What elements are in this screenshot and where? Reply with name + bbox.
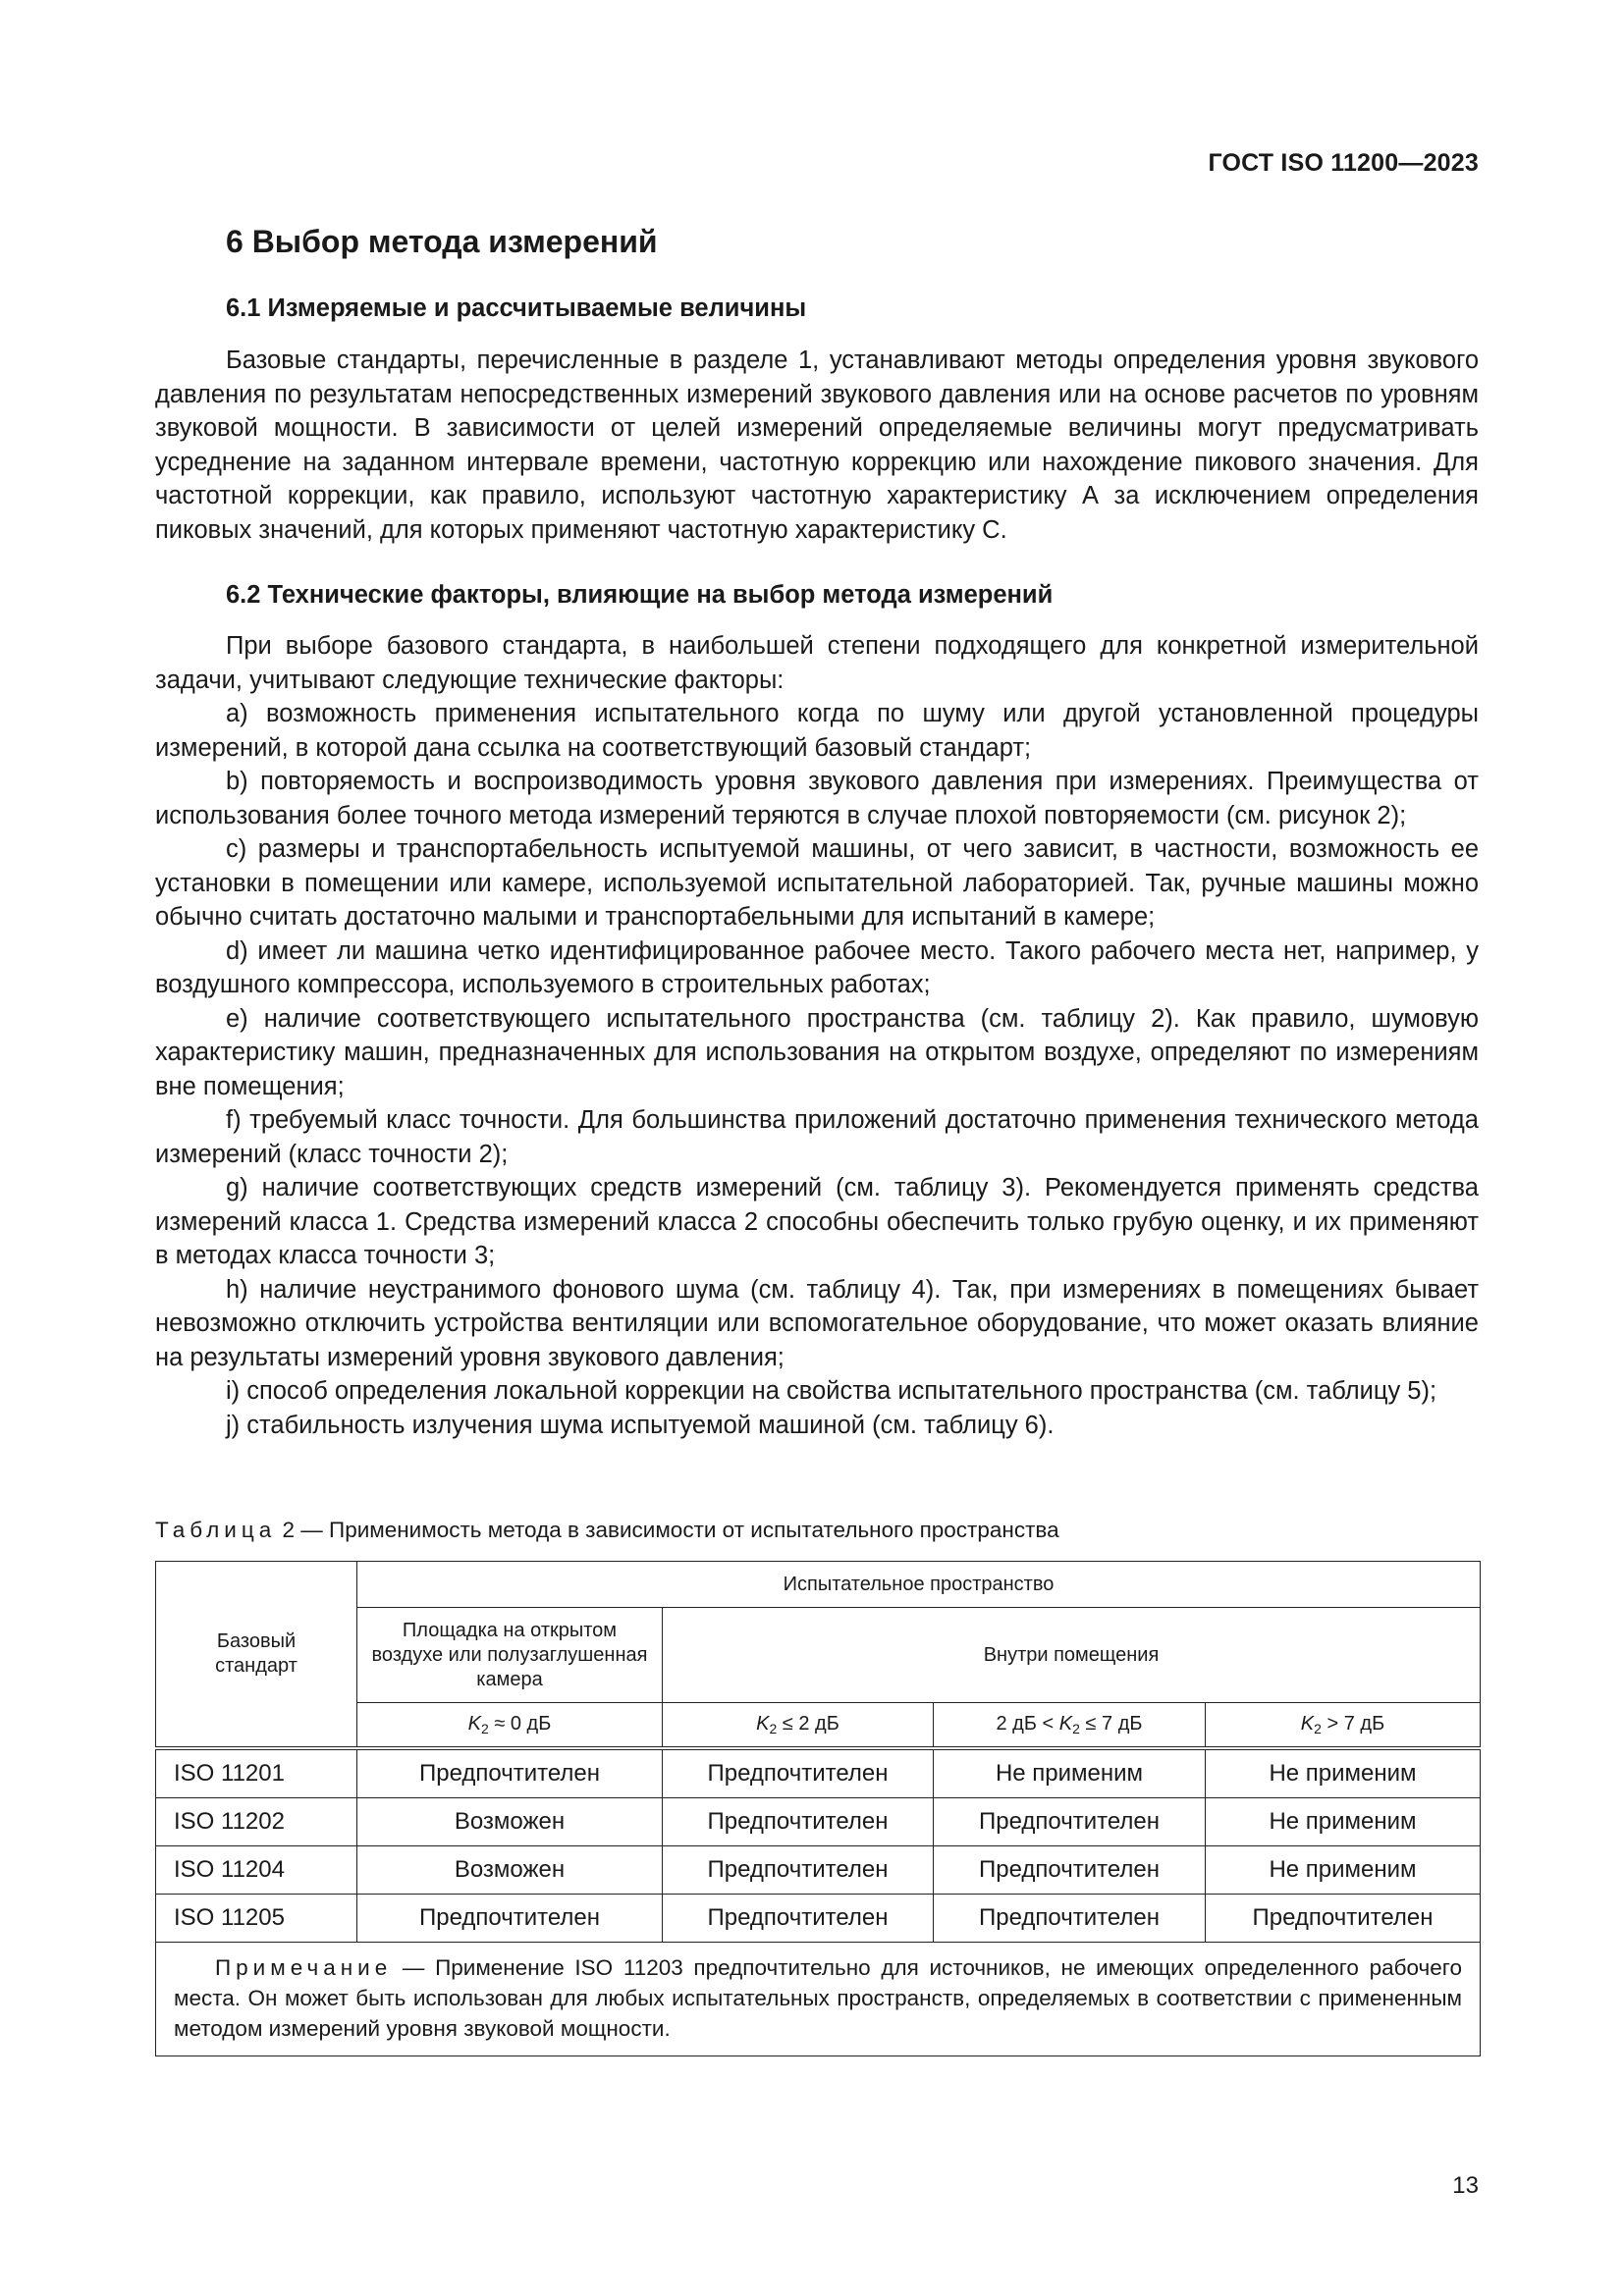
list-item: g) наличие соответствующих средств измерений (см. таблицу 3). Рекомендуется применять средства измерений класса 1. Средства измерений класса 2 способны обеспечить только грубую оценку, и их применяют в методах класса точности 3; [155,1174,1479,1269]
document-id: ГОСТ ISO 11200—2023 [1208,149,1479,177]
header-k2-cond-2: $K_2 \le 2$ дБ [663,1703,934,1749]
header-test-space: Испытательное пространство [357,1562,1481,1608]
cell-value: Предпочтителен [1206,1895,1481,1943]
cell-value: Не применим [934,1748,1206,1798]
paragraph: Базовые стандарты, перечисленные в разделе 1, устанавливают методы определения уровня звукового давления по результатам непосредственных измерений звукового давления или на основе расчетов по уровням звуковой мощности. В зависимости от целей измерений определяемые величины могут предусматривать усреднение на заданном интервале времени, частотную коррекцию или нахождение пикового значения. Для частотной коррекции, как правило, используют частотную характеристику А за исключением определения пиковых значений, для которых применяют частотную характеристику С. [155,347,1479,544]
cell-value: Возможен [357,1846,663,1895]
subsection-6-1-title: 6.1 Измеряемые и рассчитываемые величины [226,294,807,322]
cell-value: Не применим [1206,1748,1481,1798]
cell-value: Предпочтителен [663,1798,934,1846]
list-item: a) возможность применения испытательного когда по шуму или другой установленной процедуры измерений, в которой дана ссылка на соответствующий базовый стандарт; [155,700,1479,762]
table-note [156,1943,1481,2056]
cell-value: Предпочтителен [357,1748,663,1798]
list-item: c) размеры и транспортабельность испытуемой машины, от чего зависит, в частности, возможность ее установки в помещении или камере, используемой испытательной лабораторией. Так, ручные машины можно обычно считать достаточно малыми и транспортабельными для испытаний в камере; [155,835,1479,931]
cell-value: Предпочтителен [934,1895,1206,1943]
cell-value: Предпочтителен [663,1895,934,1943]
cell-standard: ISO 11204 [156,1846,357,1895]
cell-standard: ISO 11202 [156,1798,357,1846]
subsection-6-2-title: 6.2 Технические факторы, влияющие на выбор метода измерений [226,581,1054,609]
header-k2-cond-1: $K_2 \approx 0$ дБ [357,1703,663,1749]
cell-standard: ISO 11201 [156,1748,357,1798]
cell-standard: ISO 11205 [156,1895,357,1943]
paragraph: При выборе базового стандарта, в наибольшей степени подходящего для конкретной измерительной задачи, учитывают следующие технические факторы: [155,632,1479,694]
applicability-table [155,1561,1481,2056]
list-item: f) требуемый класс точности. Для большинства приложений достаточно применения технического метода измерений (класс точности 2); [155,1106,1479,1168]
section-title: 6 Выбор метода измерений [226,224,658,259]
header-indoor: Внутри помещения [663,1608,1481,1703]
list-item: e) наличие соответствующего испытательного пространства (см. таблицу 2). Как правило, шумовую характеристику машин, предназначенных для использования на открытом воздухе, определяют по измерениям вне помещения; [155,1004,1479,1100]
table-caption-text: 2 — Применимость метода в зависимости от испытательного пространства [282,1518,1059,1542]
cell-value: Не применим [1206,1846,1481,1895]
cell-value: Предпочтителен [934,1798,1206,1846]
cell-value: Предпочтителен [934,1846,1206,1895]
cell-value: Предпочтителен [663,1846,934,1895]
subsection-6-2-body [155,629,1479,1442]
table-row [156,1895,1481,1943]
table-row [156,1798,1481,1846]
table-caption [155,1518,1059,1543]
table-row [156,1748,1481,1798]
subsection-6-1-body [155,344,1479,547]
cell-value: Возможен [357,1798,663,1846]
note-label: Примечание [215,1955,393,1980]
list-item: j) стабильность излучения шума испытуемой машиной (см. таблицу 6). [226,1411,1055,1439]
list-item: h) наличие неустранимого фонового шума (см. таблицу 4). Так, при измерениях в помещениях бывает невозможно отключить устройства вентиляции или вспомогательное оборудование, что может оказать влияние на результаты измерений уровня звукового давления; [155,1275,1479,1371]
header-k2-cond-4: $K_2 > 7$ дБ [1206,1703,1481,1749]
cell-value: Предпочтителен [663,1748,934,1798]
table-caption-label: Таблица [155,1518,277,1542]
header-outdoor: Площадка на открытом воздухе или полузаглушенная камера [357,1608,663,1703]
cell-value: Не применим [1206,1798,1481,1846]
list-item: d) имеет ли машина четко идентифицированное рабочее место. Такого рабочего места нет, например, у воздушного компрессора, используемого в строительных работах; [155,936,1479,998]
list-item: i) способ определения локальной коррекции на свойства испытательного пространства (см. таблицу 5); [226,1377,1437,1405]
list-item: b) повторяемость и воспроизводимость уровня звукового давления при измерениях. Преимущества от использования более точного метода измерений теряются в случае плохой повторяемости (см. рисунок 2); [155,768,1479,829]
header-base-standard: Базовый стандарт [156,1562,357,1749]
header-k2-cond-3: 2 дБ < $K_2 \le 7$ дБ [934,1703,1206,1749]
page-number: 13 [1452,2172,1479,2199]
note-text: — Применение ISO 11203 предпочтительно для источников, не имеющих определенного рабочего места. Он может быть использован для любых испытательных пространств, определяемых в соответствии с примененным методом измерений уровня звуковой мощности. [174,1955,1462,2041]
cell-value: Предпочтителен [357,1895,663,1943]
table-row [156,1846,1481,1895]
